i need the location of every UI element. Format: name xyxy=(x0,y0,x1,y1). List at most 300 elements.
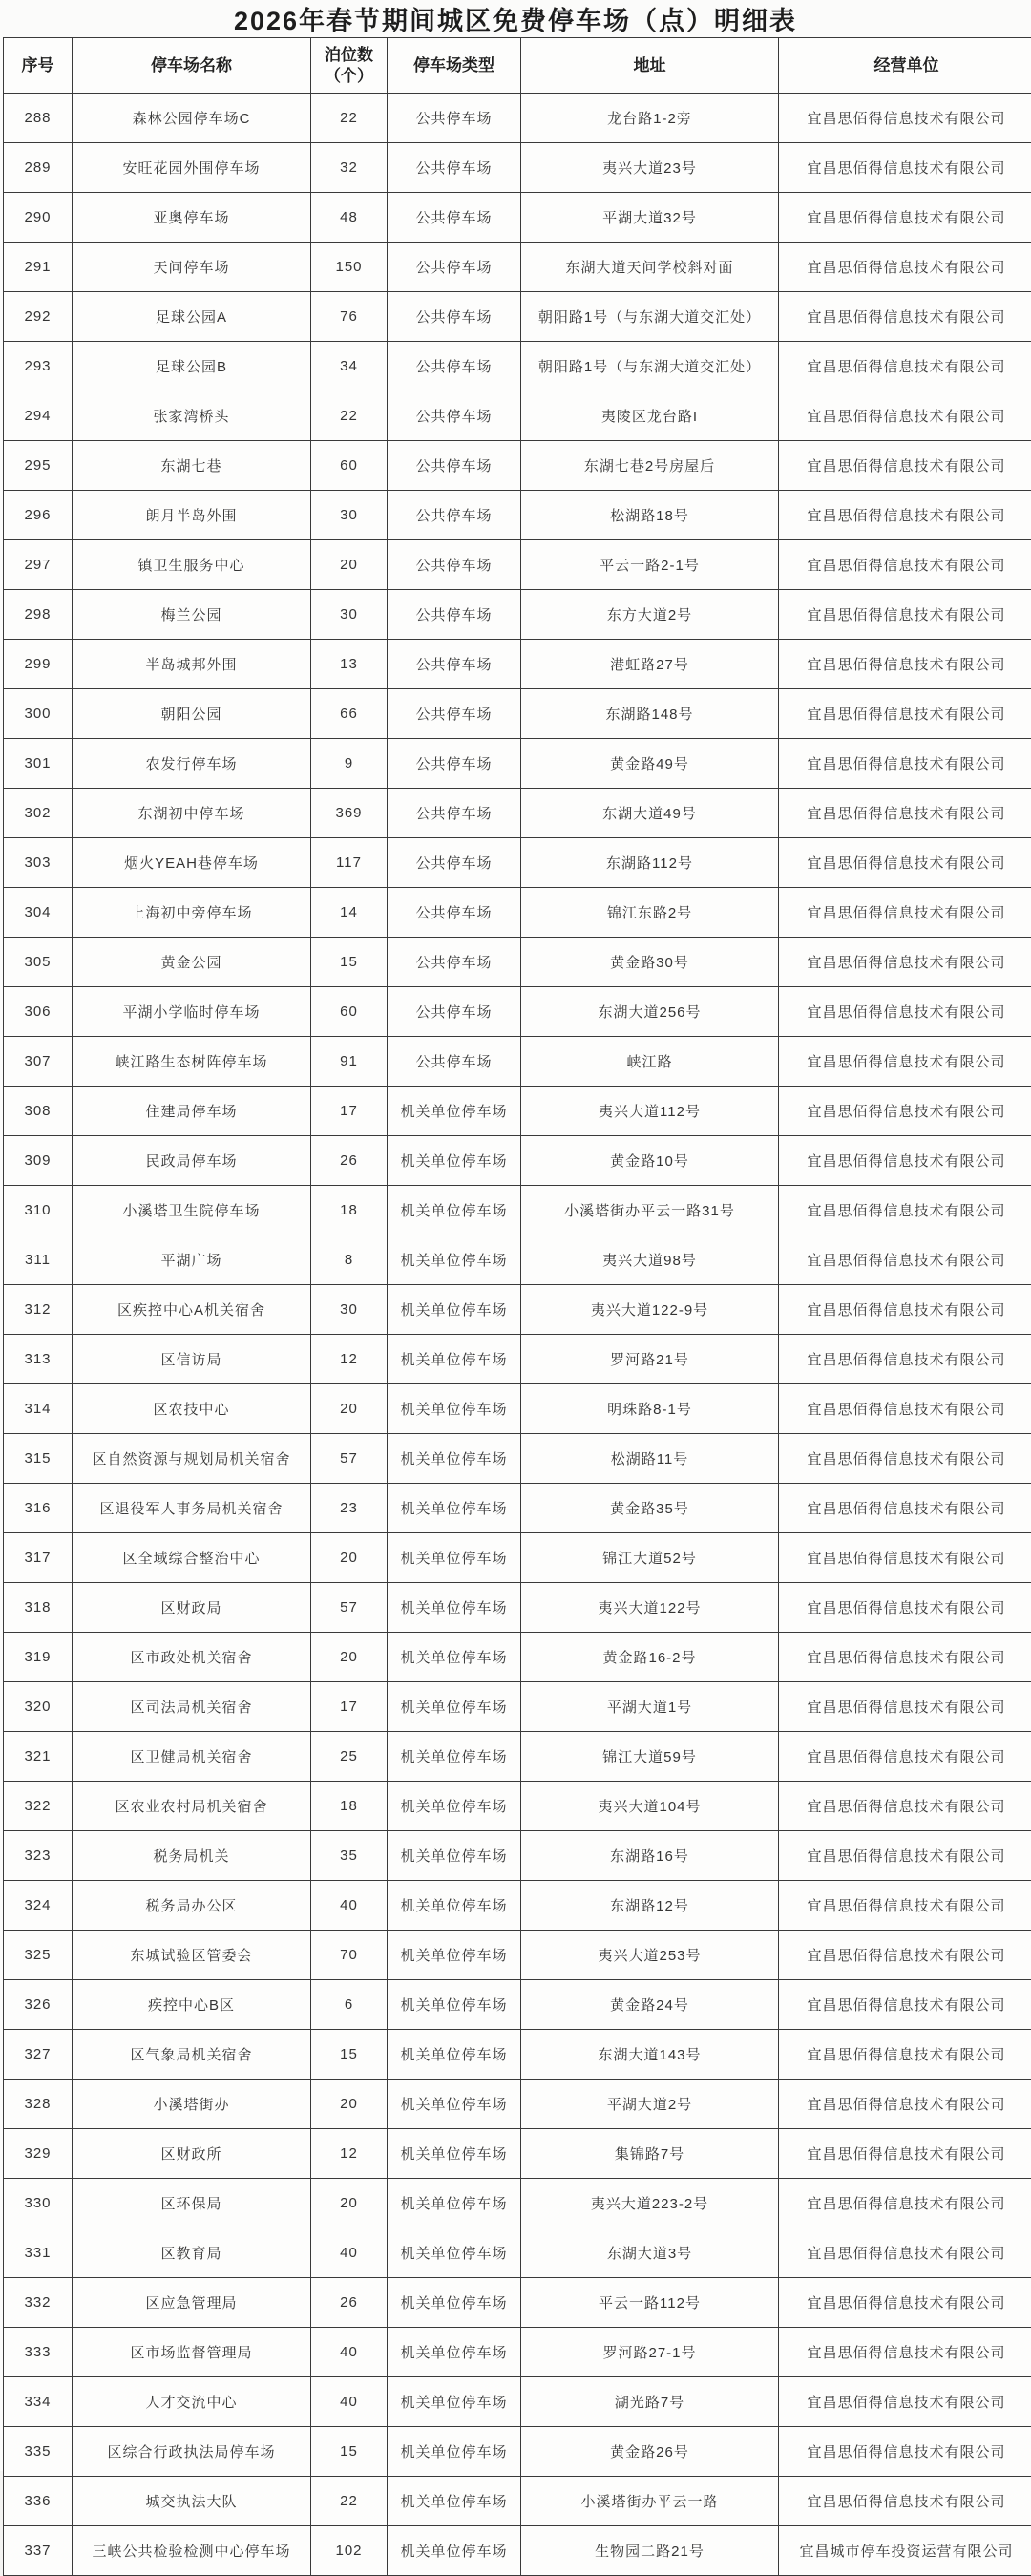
cell-capacity: 9 xyxy=(311,739,388,789)
cell-operator: 宜昌思佰得信息技术有限公司 xyxy=(779,2030,1031,2080)
cell-capacity: 30 xyxy=(311,491,388,540)
cell-address: 朝阳路1号（与东湖大道交汇处） xyxy=(521,292,779,342)
cell-capacity: 35 xyxy=(311,1831,388,1881)
table-row xyxy=(4,391,1031,441)
cell-name: 朝阳公园 xyxy=(73,689,311,739)
cell-address: 东湖大道256号 xyxy=(521,987,779,1037)
cell-address: 夷兴大道104号 xyxy=(521,1782,779,1831)
table-row xyxy=(4,292,1031,342)
table-row xyxy=(4,1235,1031,1285)
cell-name: 黄金公园 xyxy=(73,938,311,987)
cell-address: 夷兴大道223-2号 xyxy=(521,2179,779,2228)
cell-operator: 宜昌思佰得信息技术有限公司 xyxy=(779,1682,1031,1732)
table-row xyxy=(4,143,1031,193)
cell-address: 峡江路 xyxy=(521,1037,779,1087)
cell-index: 325 xyxy=(4,1931,73,1980)
cell-index: 310 xyxy=(4,1186,73,1235)
cell-index: 289 xyxy=(4,143,73,193)
cell-address: 夷兴大道122-9号 xyxy=(521,1285,779,1335)
cell-type: 机关单位停车场 xyxy=(388,1484,521,1533)
cell-index: 331 xyxy=(4,2228,73,2278)
cell-capacity: 20 xyxy=(311,1633,388,1682)
cell-address: 东方大道2号 xyxy=(521,590,779,640)
cell-operator: 宜昌思佰得信息技术有限公司 xyxy=(779,2129,1031,2179)
cell-index: 291 xyxy=(4,243,73,292)
cell-type: 机关单位停车场 xyxy=(388,1136,521,1186)
cell-index: 317 xyxy=(4,1533,73,1583)
cell-capacity: 20 xyxy=(311,2179,388,2228)
cell-operator: 宜昌思佰得信息技术有限公司 xyxy=(779,491,1031,540)
cell-capacity: 48 xyxy=(311,193,388,243)
cell-capacity: 13 xyxy=(311,640,388,689)
cell-address: 黄金路26号 xyxy=(521,2427,779,2477)
cell-operator: 宜昌思佰得信息技术有限公司 xyxy=(779,1037,1031,1087)
table-row xyxy=(4,2377,1031,2427)
cell-name: 足球公园A xyxy=(73,292,311,342)
cell-operator: 宜昌思佰得信息技术有限公司 xyxy=(779,640,1031,689)
cell-address: 小溪塔街办平云一路 xyxy=(521,2477,779,2526)
cell-name: 税务局机关 xyxy=(73,1831,311,1881)
cell-operator: 宜昌思佰得信息技术有限公司 xyxy=(779,1881,1031,1931)
cell-capacity: 25 xyxy=(311,1732,388,1782)
cell-operator: 宜昌思佰得信息技术有限公司 xyxy=(779,1583,1031,1633)
cell-type: 机关单位停车场 xyxy=(388,1881,521,1931)
cell-type: 机关单位停车场 xyxy=(388,2526,521,2576)
cell-operator: 宜昌思佰得信息技术有限公司 xyxy=(779,1335,1031,1384)
cell-type: 机关单位停车场 xyxy=(388,2477,521,2526)
cell-name: 东城试验区管委会 xyxy=(73,1931,311,1980)
cell-capacity: 40 xyxy=(311,2377,388,2427)
cell-index: 315 xyxy=(4,1434,73,1484)
table-row xyxy=(4,2328,1031,2377)
cell-address: 黄金路24号 xyxy=(521,1980,779,2030)
title-bar xyxy=(0,0,1031,37)
cell-index: 311 xyxy=(4,1235,73,1285)
cell-capacity: 26 xyxy=(311,2278,388,2328)
cell-name: 峡江路生态树阵停车场 xyxy=(73,1037,311,1087)
cell-capacity: 34 xyxy=(311,342,388,391)
cell-type: 机关单位停车场 xyxy=(388,1285,521,1335)
cell-index: 292 xyxy=(4,292,73,342)
cell-operator: 宜昌思佰得信息技术有限公司 xyxy=(779,1384,1031,1434)
table-row xyxy=(4,2526,1031,2576)
cell-name: 亚奥停车场 xyxy=(73,193,311,243)
cell-type: 机关单位停车场 xyxy=(388,1782,521,1831)
cell-index: 333 xyxy=(4,2328,73,2377)
cell-operator: 宜昌思佰得信息技术有限公司 xyxy=(779,2477,1031,2526)
cell-type: 机关单位停车场 xyxy=(388,2080,521,2129)
cell-capacity: 70 xyxy=(311,1931,388,1980)
cell-address: 黄金路30号 xyxy=(521,938,779,987)
cell-address: 罗河路21号 xyxy=(521,1335,779,1384)
cell-capacity: 22 xyxy=(311,94,388,143)
cell-operator: 宜昌思佰得信息技术有限公司 xyxy=(779,1285,1031,1335)
cell-name: 朗月半岛外围 xyxy=(73,491,311,540)
cell-operator: 宜昌思佰得信息技术有限公司 xyxy=(779,987,1031,1037)
cell-index: 294 xyxy=(4,391,73,441)
cell-capacity: 15 xyxy=(311,2030,388,2080)
cell-operator: 宜昌思佰得信息技术有限公司 xyxy=(779,590,1031,640)
cell-capacity: 60 xyxy=(311,441,388,491)
cell-operator: 宜昌思佰得信息技术有限公司 xyxy=(779,1633,1031,1682)
cell-capacity: 40 xyxy=(311,2228,388,2278)
cell-address: 东湖七巷2号房屋后 xyxy=(521,441,779,491)
table-row xyxy=(4,1682,1031,1732)
table-row xyxy=(4,1087,1031,1136)
cell-name: 镇卫生服务中心 xyxy=(73,540,311,590)
cell-name: 区自然资源与规划局机关宿舍 xyxy=(73,1434,311,1484)
cell-type: 公共停车场 xyxy=(388,391,521,441)
cell-type: 机关单位停车场 xyxy=(388,1533,521,1583)
cell-type: 机关单位停车场 xyxy=(388,1682,521,1732)
cell-name: 上海初中旁停车场 xyxy=(73,888,311,938)
cell-operator: 宜昌思佰得信息技术有限公司 xyxy=(779,441,1031,491)
cell-address: 夷兴大道122号 xyxy=(521,1583,779,1633)
cell-operator: 宜昌思佰得信息技术有限公司 xyxy=(779,2278,1031,2328)
cell-capacity: 14 xyxy=(311,888,388,938)
cell-capacity: 30 xyxy=(311,1285,388,1335)
cell-capacity: 40 xyxy=(311,2328,388,2377)
cell-type: 机关单位停车场 xyxy=(388,2129,521,2179)
cell-type: 机关单位停车场 xyxy=(388,2228,521,2278)
column-header-operator: 经营单位 xyxy=(779,38,1031,94)
cell-address: 锦江大道52号 xyxy=(521,1533,779,1583)
cell-name: 区市场监督管理局 xyxy=(73,2328,311,2377)
cell-address: 东湖大道3号 xyxy=(521,2228,779,2278)
cell-capacity: 26 xyxy=(311,1136,388,1186)
cell-index: 327 xyxy=(4,2030,73,2080)
cell-operator: 宜昌思佰得信息技术有限公司 xyxy=(779,789,1031,838)
cell-address: 松湖路18号 xyxy=(521,491,779,540)
table-row xyxy=(4,888,1031,938)
cell-index: 296 xyxy=(4,491,73,540)
cell-name: 区全域综合整治中心 xyxy=(73,1533,311,1583)
cell-capacity: 15 xyxy=(311,938,388,987)
cell-index: 298 xyxy=(4,590,73,640)
cell-capacity: 20 xyxy=(311,1384,388,1434)
cell-capacity: 76 xyxy=(311,292,388,342)
table-row xyxy=(4,1980,1031,2030)
cell-operator: 宜昌城市停车投资运营有限公司 xyxy=(779,2526,1031,2576)
cell-type: 机关单位停车场 xyxy=(388,1235,521,1285)
table-row xyxy=(4,1335,1031,1384)
cell-name: 区疾控中心A机关宿舍 xyxy=(73,1285,311,1335)
cell-address: 黄金路49号 xyxy=(521,739,779,789)
cell-operator: 宜昌思佰得信息技术有限公司 xyxy=(779,2377,1031,2427)
table-row xyxy=(4,1782,1031,1831)
cell-operator: 宜昌思佰得信息技术有限公司 xyxy=(779,342,1031,391)
cell-index: 303 xyxy=(4,838,73,888)
cell-type: 机关单位停车场 xyxy=(388,2377,521,2427)
cell-name: 区市政处机关宿舍 xyxy=(73,1633,311,1682)
table-row xyxy=(4,1881,1031,1931)
cell-type: 机关单位停车场 xyxy=(388,1831,521,1881)
cell-capacity: 22 xyxy=(311,2477,388,2526)
cell-capacity: 8 xyxy=(311,1235,388,1285)
cell-index: 336 xyxy=(4,2477,73,2526)
cell-capacity: 6 xyxy=(311,1980,388,2030)
cell-address: 平云一路112号 xyxy=(521,2278,779,2328)
table-row xyxy=(4,1583,1031,1633)
cell-index: 319 xyxy=(4,1633,73,1682)
table-row xyxy=(4,789,1031,838)
cell-capacity: 102 xyxy=(311,2526,388,2576)
table-row xyxy=(4,1633,1031,1682)
cell-type: 公共停车场 xyxy=(388,243,521,292)
column-header-name: 停车场名称 xyxy=(73,38,311,94)
cell-address: 锦江大道59号 xyxy=(521,1732,779,1782)
cell-address: 集锦路7号 xyxy=(521,2129,779,2179)
cell-name: 区退役军人事务局机关宿舍 xyxy=(73,1484,311,1533)
cell-operator: 宜昌思佰得信息技术有限公司 xyxy=(779,391,1031,441)
cell-type: 公共停车场 xyxy=(388,441,521,491)
cell-type: 机关单位停车场 xyxy=(388,1931,521,1980)
cell-address: 东湖大道143号 xyxy=(521,2030,779,2080)
cell-capacity: 12 xyxy=(311,2129,388,2179)
cell-operator: 宜昌思佰得信息技术有限公司 xyxy=(779,2228,1031,2278)
table-row xyxy=(4,1434,1031,1484)
cell-capacity: 91 xyxy=(311,1037,388,1087)
cell-name: 平湖小学临时停车场 xyxy=(73,987,311,1037)
cell-operator: 宜昌思佰得信息技术有限公司 xyxy=(779,94,1031,143)
parking-table xyxy=(3,37,1031,2576)
cell-index: 302 xyxy=(4,789,73,838)
cell-operator: 宜昌思佰得信息技术有限公司 xyxy=(779,1831,1031,1881)
cell-type: 公共停车场 xyxy=(388,540,521,590)
cell-type: 公共停车场 xyxy=(388,94,521,143)
cell-index: 306 xyxy=(4,987,73,1037)
cell-address: 东湖路112号 xyxy=(521,838,779,888)
cell-capacity: 23 xyxy=(311,1484,388,1533)
cell-capacity: 57 xyxy=(311,1434,388,1484)
cell-type: 公共停车场 xyxy=(388,739,521,789)
cell-operator: 宜昌思佰得信息技术有限公司 xyxy=(779,1087,1031,1136)
cell-name: 区应急管理局 xyxy=(73,2278,311,2328)
table-row xyxy=(4,1186,1031,1235)
column-header-index: 序号 xyxy=(4,38,73,94)
cell-name: 农发行停车场 xyxy=(73,739,311,789)
cell-operator: 宜昌思佰得信息技术有限公司 xyxy=(779,1484,1031,1533)
table-row xyxy=(4,193,1031,243)
cell-address: 平湖大道32号 xyxy=(521,193,779,243)
cell-address: 东湖路16号 xyxy=(521,1831,779,1881)
cell-name: 区财政局 xyxy=(73,1583,311,1633)
cell-address: 东湖大道天问学校斜对面 xyxy=(521,243,779,292)
table-row xyxy=(4,441,1031,491)
cell-index: 305 xyxy=(4,938,73,987)
cell-operator: 宜昌思佰得信息技术有限公司 xyxy=(779,540,1031,590)
cell-name: 天问停车场 xyxy=(73,243,311,292)
cell-operator: 宜昌思佰得信息技术有限公司 xyxy=(779,1136,1031,1186)
cell-index: 318 xyxy=(4,1583,73,1633)
cell-capacity: 17 xyxy=(311,1682,388,1732)
cell-capacity: 22 xyxy=(311,391,388,441)
cell-name: 张家湾桥头 xyxy=(73,391,311,441)
cell-capacity: 66 xyxy=(311,689,388,739)
cell-capacity: 30 xyxy=(311,590,388,640)
cell-address: 平湖大道1号 xyxy=(521,1682,779,1732)
cell-address: 夷陵区龙台路I xyxy=(521,391,779,441)
cell-operator: 宜昌思佰得信息技术有限公司 xyxy=(779,193,1031,243)
table-row xyxy=(4,1533,1031,1583)
table-row xyxy=(4,243,1031,292)
cell-capacity: 20 xyxy=(311,2080,388,2129)
cell-address: 小溪塔街办平云一路31号 xyxy=(521,1186,779,1235)
cell-address: 夷兴大道112号 xyxy=(521,1087,779,1136)
table-row xyxy=(4,2278,1031,2328)
cell-index: 320 xyxy=(4,1682,73,1732)
cell-operator: 宜昌思佰得信息技术有限公司 xyxy=(779,938,1031,987)
table-row xyxy=(4,1285,1031,1335)
cell-index: 335 xyxy=(4,2427,73,2477)
cell-index: 316 xyxy=(4,1484,73,1533)
table-row xyxy=(4,2080,1031,2129)
cell-operator: 宜昌思佰得信息技术有限公司 xyxy=(779,1434,1031,1484)
table-row xyxy=(4,2129,1031,2179)
cell-name: 城交执法大队 xyxy=(73,2477,311,2526)
cell-index: 290 xyxy=(4,193,73,243)
header-row xyxy=(4,38,1031,94)
cell-operator: 宜昌思佰得信息技术有限公司 xyxy=(779,1931,1031,1980)
table-row xyxy=(4,1136,1031,1186)
cell-index: 321 xyxy=(4,1732,73,1782)
cell-type: 公共停车场 xyxy=(388,689,521,739)
cell-index: 299 xyxy=(4,640,73,689)
cell-index: 288 xyxy=(4,94,73,143)
cell-index: 324 xyxy=(4,1881,73,1931)
cell-name: 区环保局 xyxy=(73,2179,311,2228)
cell-name: 区卫健局机关宿舍 xyxy=(73,1732,311,1782)
cell-index: 301 xyxy=(4,739,73,789)
cell-type: 机关单位停车场 xyxy=(388,1335,521,1384)
cell-operator: 宜昌思佰得信息技术有限公司 xyxy=(779,243,1031,292)
cell-index: 337 xyxy=(4,2526,73,2576)
cell-address: 东湖大道49号 xyxy=(521,789,779,838)
column-header-address: 地址 xyxy=(521,38,779,94)
cell-index: 329 xyxy=(4,2129,73,2179)
cell-name: 区教育局 xyxy=(73,2228,311,2278)
table-row xyxy=(4,640,1031,689)
cell-name: 区农业农村局机关宿舍 xyxy=(73,1782,311,1831)
cell-index: 295 xyxy=(4,441,73,491)
cell-address: 东湖路12号 xyxy=(521,1881,779,1931)
cell-capacity: 369 xyxy=(311,789,388,838)
cell-name: 住建局停车场 xyxy=(73,1087,311,1136)
cell-index: 309 xyxy=(4,1136,73,1186)
cell-index: 314 xyxy=(4,1384,73,1434)
cell-index: 334 xyxy=(4,2377,73,2427)
cell-name: 三峡公共检验检测中心停车场 xyxy=(73,2526,311,2576)
table-row xyxy=(4,1831,1031,1881)
cell-name: 疾控中心B区 xyxy=(73,1980,311,2030)
cell-index: 307 xyxy=(4,1037,73,1087)
cell-name: 东湖七巷 xyxy=(73,441,311,491)
table-row xyxy=(4,342,1031,391)
cell-address: 黄金路35号 xyxy=(521,1484,779,1533)
table-row xyxy=(4,1484,1031,1533)
column-header-capacity: 泊位数（个） xyxy=(311,38,388,94)
cell-address: 夷兴大道23号 xyxy=(521,143,779,193)
table-row xyxy=(4,838,1031,888)
table-row xyxy=(4,2477,1031,2526)
cell-name: 足球公园B xyxy=(73,342,311,391)
cell-operator: 宜昌思佰得信息技术有限公司 xyxy=(779,1732,1031,1782)
cell-name: 税务局办公区 xyxy=(73,1881,311,1931)
table-row xyxy=(4,1732,1031,1782)
cell-address: 黄金路10号 xyxy=(521,1136,779,1186)
cell-operator: 宜昌思佰得信息技术有限公司 xyxy=(779,2080,1031,2129)
cell-index: 308 xyxy=(4,1087,73,1136)
cell-type: 公共停车场 xyxy=(388,292,521,342)
cell-address: 罗河路27-1号 xyxy=(521,2328,779,2377)
table-row xyxy=(4,1931,1031,1980)
cell-address: 明珠路8-1号 xyxy=(521,1384,779,1434)
cell-type: 机关单位停车场 xyxy=(388,2179,521,2228)
table-row xyxy=(4,1037,1031,1087)
table-row xyxy=(4,2179,1031,2228)
cell-capacity: 15 xyxy=(311,2427,388,2477)
cell-address: 夷兴大道253号 xyxy=(521,1931,779,1980)
cell-capacity: 20 xyxy=(311,540,388,590)
cell-index: 304 xyxy=(4,888,73,938)
table-row xyxy=(4,590,1031,640)
table-row xyxy=(4,540,1031,590)
cell-address: 夷兴大道98号 xyxy=(521,1235,779,1285)
cell-type: 机关单位停车场 xyxy=(388,1434,521,1484)
cell-address: 生物园二路21号 xyxy=(521,2526,779,2576)
table-row xyxy=(4,2030,1031,2080)
table-row xyxy=(4,2228,1031,2278)
cell-operator: 宜昌思佰得信息技术有限公司 xyxy=(779,1235,1031,1285)
cell-name: 人才交流中心 xyxy=(73,2377,311,2427)
cell-operator: 宜昌思佰得信息技术有限公司 xyxy=(779,292,1031,342)
cell-name: 东湖初中停车场 xyxy=(73,789,311,838)
cell-type: 公共停车场 xyxy=(388,987,521,1037)
cell-operator: 宜昌思佰得信息技术有限公司 xyxy=(779,1533,1031,1583)
cell-operator: 宜昌思佰得信息技术有限公司 xyxy=(779,888,1031,938)
cell-capacity: 20 xyxy=(311,1533,388,1583)
cell-capacity: 18 xyxy=(311,1186,388,1235)
cell-type: 机关单位停车场 xyxy=(388,1087,521,1136)
cell-capacity: 40 xyxy=(311,1881,388,1931)
cell-type: 公共停车场 xyxy=(388,491,521,540)
cell-type: 公共停车场 xyxy=(388,938,521,987)
cell-operator: 宜昌思佰得信息技术有限公司 xyxy=(779,1782,1031,1831)
cell-name: 半岛城邦外围 xyxy=(73,640,311,689)
cell-name: 森林公园停车场C xyxy=(73,94,311,143)
cell-name: 小溪塔街办 xyxy=(73,2080,311,2129)
cell-operator: 宜昌思佰得信息技术有限公司 xyxy=(779,2328,1031,2377)
cell-type: 公共停车场 xyxy=(388,640,521,689)
cell-type: 机关单位停车场 xyxy=(388,1980,521,2030)
cell-name: 民政局停车场 xyxy=(73,1136,311,1186)
cell-operator: 宜昌思佰得信息技术有限公司 xyxy=(779,689,1031,739)
cell-operator: 宜昌思佰得信息技术有限公司 xyxy=(779,838,1031,888)
column-header-type: 停车场类型 xyxy=(388,38,521,94)
cell-name: 区综合行政执法局停车场 xyxy=(73,2427,311,2477)
cell-type: 公共停车场 xyxy=(388,342,521,391)
cell-operator: 宜昌思佰得信息技术有限公司 xyxy=(779,2427,1031,2477)
cell-type: 机关单位停车场 xyxy=(388,1633,521,1682)
table-row xyxy=(4,94,1031,143)
cell-address: 松湖路11号 xyxy=(521,1434,779,1484)
cell-index: 313 xyxy=(4,1335,73,1384)
cell-address: 平湖大道2号 xyxy=(521,2080,779,2129)
table-row xyxy=(4,938,1031,987)
cell-address: 黄金路16-2号 xyxy=(521,1633,779,1682)
cell-type: 公共停车场 xyxy=(388,590,521,640)
cell-type: 机关单位停车场 xyxy=(388,1732,521,1782)
